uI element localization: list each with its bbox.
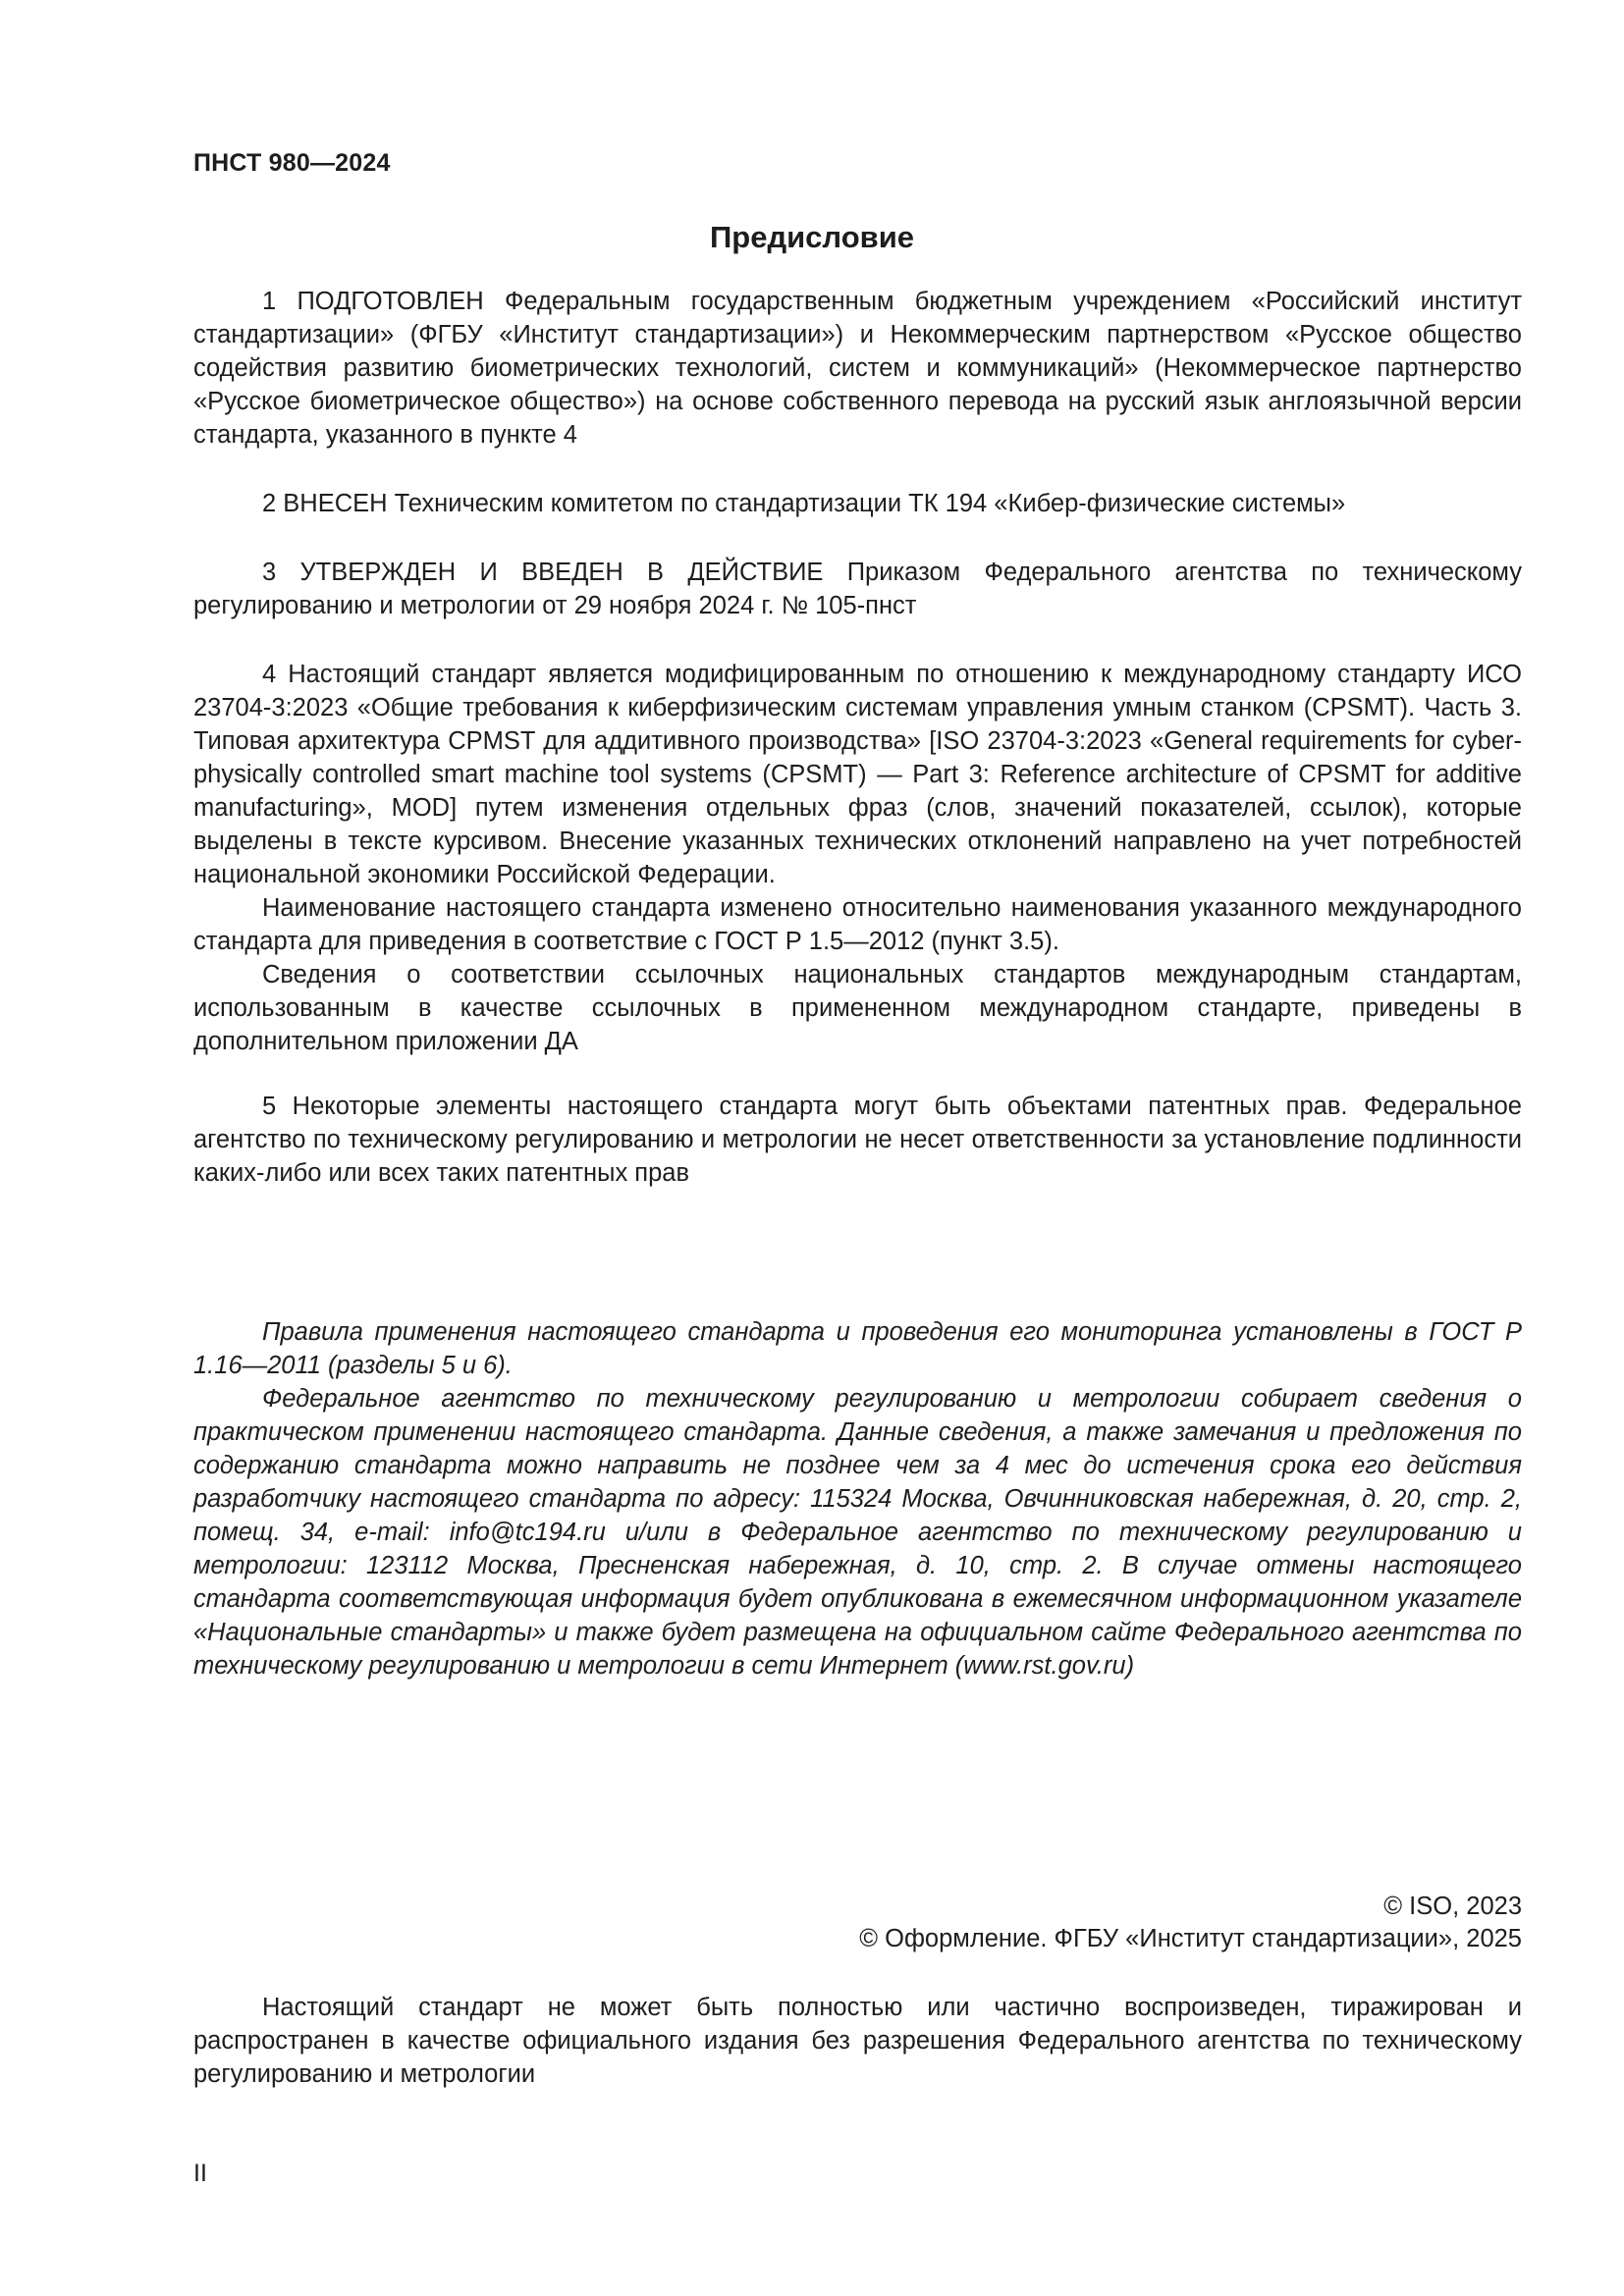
preface-item-1-text: 1 ПОДГОТОВЛЕН Федеральным государственным бюджетным учреждением «Российский институт стандартизации» (ФГБУ «Институт стандартизации») и Некоммерческим партнерством «Русское общество содействия развитию биометрических технологий, систем и коммуникаций» (Некоммерческое партнерство «Русское биометрическое общество») на основе собственного перевода на русский язык англоязычной версии стандарта, указанного в пункте 4 — [193, 288, 1522, 449]
preface-item-4-name-note: Наименование настоящего стандарта изменено относительно наименования указанного международного стандарта для приведения в соответствие с ГОСТ Р 1.5—2012 (пункт 3.5). — [193, 894, 1522, 955]
reproduction-notice-text: Настоящий стандарт не может быть полностью или частично воспроизведен, тиражирован и распространен в качестве официального издания без разрешения Федерального агентства по техническому регулированию и метрологии — [193, 1994, 1522, 2088]
feedback-info-text: Федеральное агентство по техническому регулированию и метрологии собирает сведения о практическом применении настоящего стандарта. Данные сведения, а также замечания и предложения по содержанию стандарта можно направить не позднее чем за 4 мес до истечения срока его действия разработчику настоящего стандарта по адресу: 115324 Москва, Овчинниковская набережная, д. 20, стр. 2, помещ. 34, e-mail: info@tc194.ru и/или в Федеральное агентство по техническому регулированию и метрологии: 123112 Москва, Пресненская набережная, д. 10, стр. 2. В случае отмены настоящего стандарта соответствующая информация будет опубликована в ежемесячном информационном указателе «Национальные стандарты» и также будет размещена на официальном сайте Федерального агентства по техническому регулированию и метрологии в сети Интернет (www.rst.gov.ru) — [193, 1385, 1522, 1680]
preface-item-2 — [193, 487, 1522, 520]
application-rules-text: Правила применения настоящего стандарта и проведения его мониторинга установлены в ГОСТ Р 1.16—2011 (разделы 5 и 6). — [193, 1318, 1522, 1379]
preface-item-3 — [193, 556, 1522, 622]
preface-item-1 — [193, 285, 1522, 452]
preface-item-3-text: 3 УТВЕРЖДЕН И ВВЕДЕН В ДЕЙСТВИЕ Приказом Федерального агентства по техническому регулированию и метрологии от 29 ноября 2024 г. № 105-пнст — [193, 559, 1522, 619]
copyright-design: © Оформление. ФГБУ «Институт стандартизации», 2025 — [859, 1925, 1522, 1952]
copyright-iso: © ISO, 2023 — [1383, 1893, 1522, 1920]
page-title: Предисловие — [709, 220, 914, 254]
application-rules — [193, 1315, 1522, 1682]
page-number: II — [193, 2160, 207, 2187]
preface-item-5-text: 5 Некоторые элементы настоящего стандарта могут быть объектами патентных прав. Федеральное агентство по техническому регулированию и метрологии не несет ответственности за установление подлинности каких-либо или всех таких патентных прав — [193, 1093, 1522, 1187]
standard-designation: ПНСТ 980—2024 — [193, 149, 391, 177]
preface-item-4-refs-note: Сведения о соответствии ссылочных национальных стандартов международным стандартам, использованным в качестве ссылочных в примененном международном стандарте, приведены в дополнительном приложении ДА — [193, 961, 1522, 1055]
preface-item-4-text: 4 Настоящий стандарт является модифицированным по отношению к международному стандарту ИСО 23704-3:2023 «Общие требования к киберфизическим системам управления умным станком (CPSMT). Часть 3. Типовая архитектура CPMST для аддитивного производства» [ISO 23704-3:2023 «General requirements for cyber-physically controlled smart machine tool systems (CPSMT) — Part 3: Reference architecture of CPSMT for additive manufacturing», MOD] путем изменения отдельных фраз (слов, значений показателей, ссылок), которые выделены в тексте курсивом. Внесение указанных технических отклонений направлено на учет потребностей национальной экономики Российской Федерации. — [193, 661, 1522, 888]
preface-item-5 — [193, 1090, 1522, 1190]
reproduction-notice — [193, 1991, 1522, 2091]
preface-item-4 — [193, 658, 1522, 1058]
preface-item-2-text: 2 ВНЕСЕН Техническим комитетом по стандартизации ТК 194 «Кибер-физические системы» — [262, 490, 1346, 517]
